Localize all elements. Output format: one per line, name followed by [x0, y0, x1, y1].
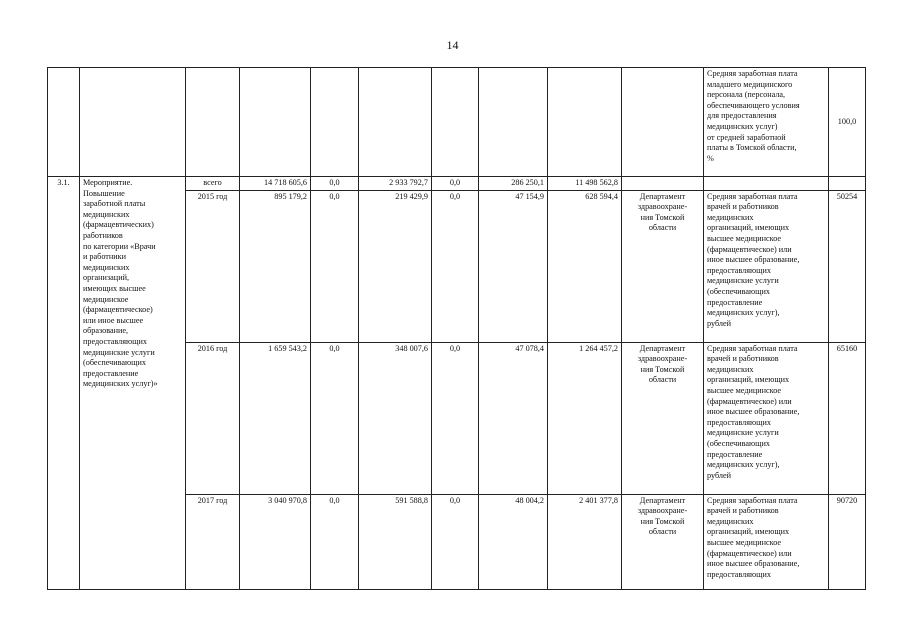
cell-empty	[48, 68, 80, 177]
cell-empty	[622, 68, 704, 177]
period-label: всего	[186, 177, 240, 191]
indicator-cell: Средняя заработная плата младшего медицинского персонала (персонала, обеспечивающего условия для предоставления медицинских услуг) от средней заработной платы в Томской области, %	[704, 68, 829, 177]
amount-col6: 11 498 562,8	[548, 177, 622, 191]
amount-col4: 0,0	[432, 190, 479, 342]
amount-col6: 1 264 457,2	[548, 342, 622, 494]
amount-col2: 0,0	[311, 342, 359, 494]
amount-col5: 48 004,2	[479, 494, 548, 589]
indicator-cell	[704, 177, 829, 191]
measure-description: Мероприятие. Повышение заработной платы медицинских (фармацевтических) работников по категории «Врачи и работники медицинских организаций, имеющих высшее медицинское (фармацевтическое) или иное высшее образование, предоставляющих медицинские услуги (обеспечивающих предоставление медицинских услуг)»	[80, 177, 186, 590]
amount-total: 3 040 970,8	[240, 494, 311, 589]
period-label: 2016 год	[186, 342, 240, 494]
amount-col2: 0,0	[311, 494, 359, 589]
amount-total: 1 659 543,2	[240, 342, 311, 494]
amount-total: 14 718 605,6	[240, 177, 311, 191]
amount-col6: 2 401 377,8	[548, 494, 622, 589]
cell-empty	[311, 68, 359, 177]
executor-cell: Департамент здравоохране- ния Томской области	[622, 190, 704, 342]
indicator-value	[829, 177, 866, 191]
indicator-cell: Средняя заработная плата врачей и работников медицинских организаций, имеющих высшее медицинское (фармацевтическое) или иное высшее образование, предоставляющих медицинские услуги (обеспечивающих предоставление медицинских услуг), рублей	[704, 342, 829, 494]
amount-col2: 0,0	[311, 190, 359, 342]
amount-col3: 591 588,8	[359, 494, 432, 589]
total-row	[48, 177, 866, 191]
executor-cell: Департамент здравоохране- ния Томской области	[622, 494, 704, 589]
amount-col6: 628 594,4	[548, 190, 622, 342]
cell-empty	[432, 68, 479, 177]
amount-total: 895 179,2	[240, 190, 311, 342]
continuation-row	[48, 68, 866, 177]
indicator-cell: Средняя заработная плата врачей и работников медицинских организаций, имеющих высшее медицинское (фармацевтическое) или иное высшее образование, предоставляющих	[704, 494, 829, 589]
cell-empty	[548, 68, 622, 177]
cell-empty	[80, 68, 186, 177]
page-number: 14	[446, 38, 459, 52]
executor-cell	[622, 177, 704, 191]
cell-empty	[240, 68, 311, 177]
indicator-value: 65160	[829, 342, 866, 494]
amount-col5: 47 078,4	[479, 342, 548, 494]
cell-empty	[186, 68, 240, 177]
amount-col4: 0,0	[432, 342, 479, 494]
executor-cell: Департамент здравоохране- ния Томской области	[622, 342, 704, 494]
period-label: 2017 год	[186, 494, 240, 589]
indicator-cell: Средняя заработная плата врачей и работников медицинских организаций, имеющих высшее медицинское (фармацевтическое) или иное высшее образование, предоставляющих медицинские услуги (обеспечивающих предоставление медицинских услуг), рублей	[704, 190, 829, 342]
amount-col3: 219 429,9	[359, 190, 432, 342]
amount-col4: 0,0	[432, 494, 479, 589]
amount-col4: 0,0	[432, 177, 479, 191]
amount-col3: 2 933 792,7	[359, 177, 432, 191]
indicator-value: 50254	[829, 190, 866, 342]
amount-col5: 286 250,1	[479, 177, 548, 191]
cell-empty	[479, 68, 548, 177]
amount-col5: 47 154,9	[479, 190, 548, 342]
amount-col3: 348 007,6	[359, 342, 432, 494]
cell-empty	[359, 68, 432, 177]
amount-col2: 0,0	[311, 177, 359, 191]
indicator-value: 100,0	[829, 68, 866, 177]
section-number: 3.1.	[48, 177, 80, 590]
period-label: 2015 год	[186, 190, 240, 342]
budget-table	[47, 67, 866, 590]
indicator-value: 90720	[829, 494, 866, 589]
